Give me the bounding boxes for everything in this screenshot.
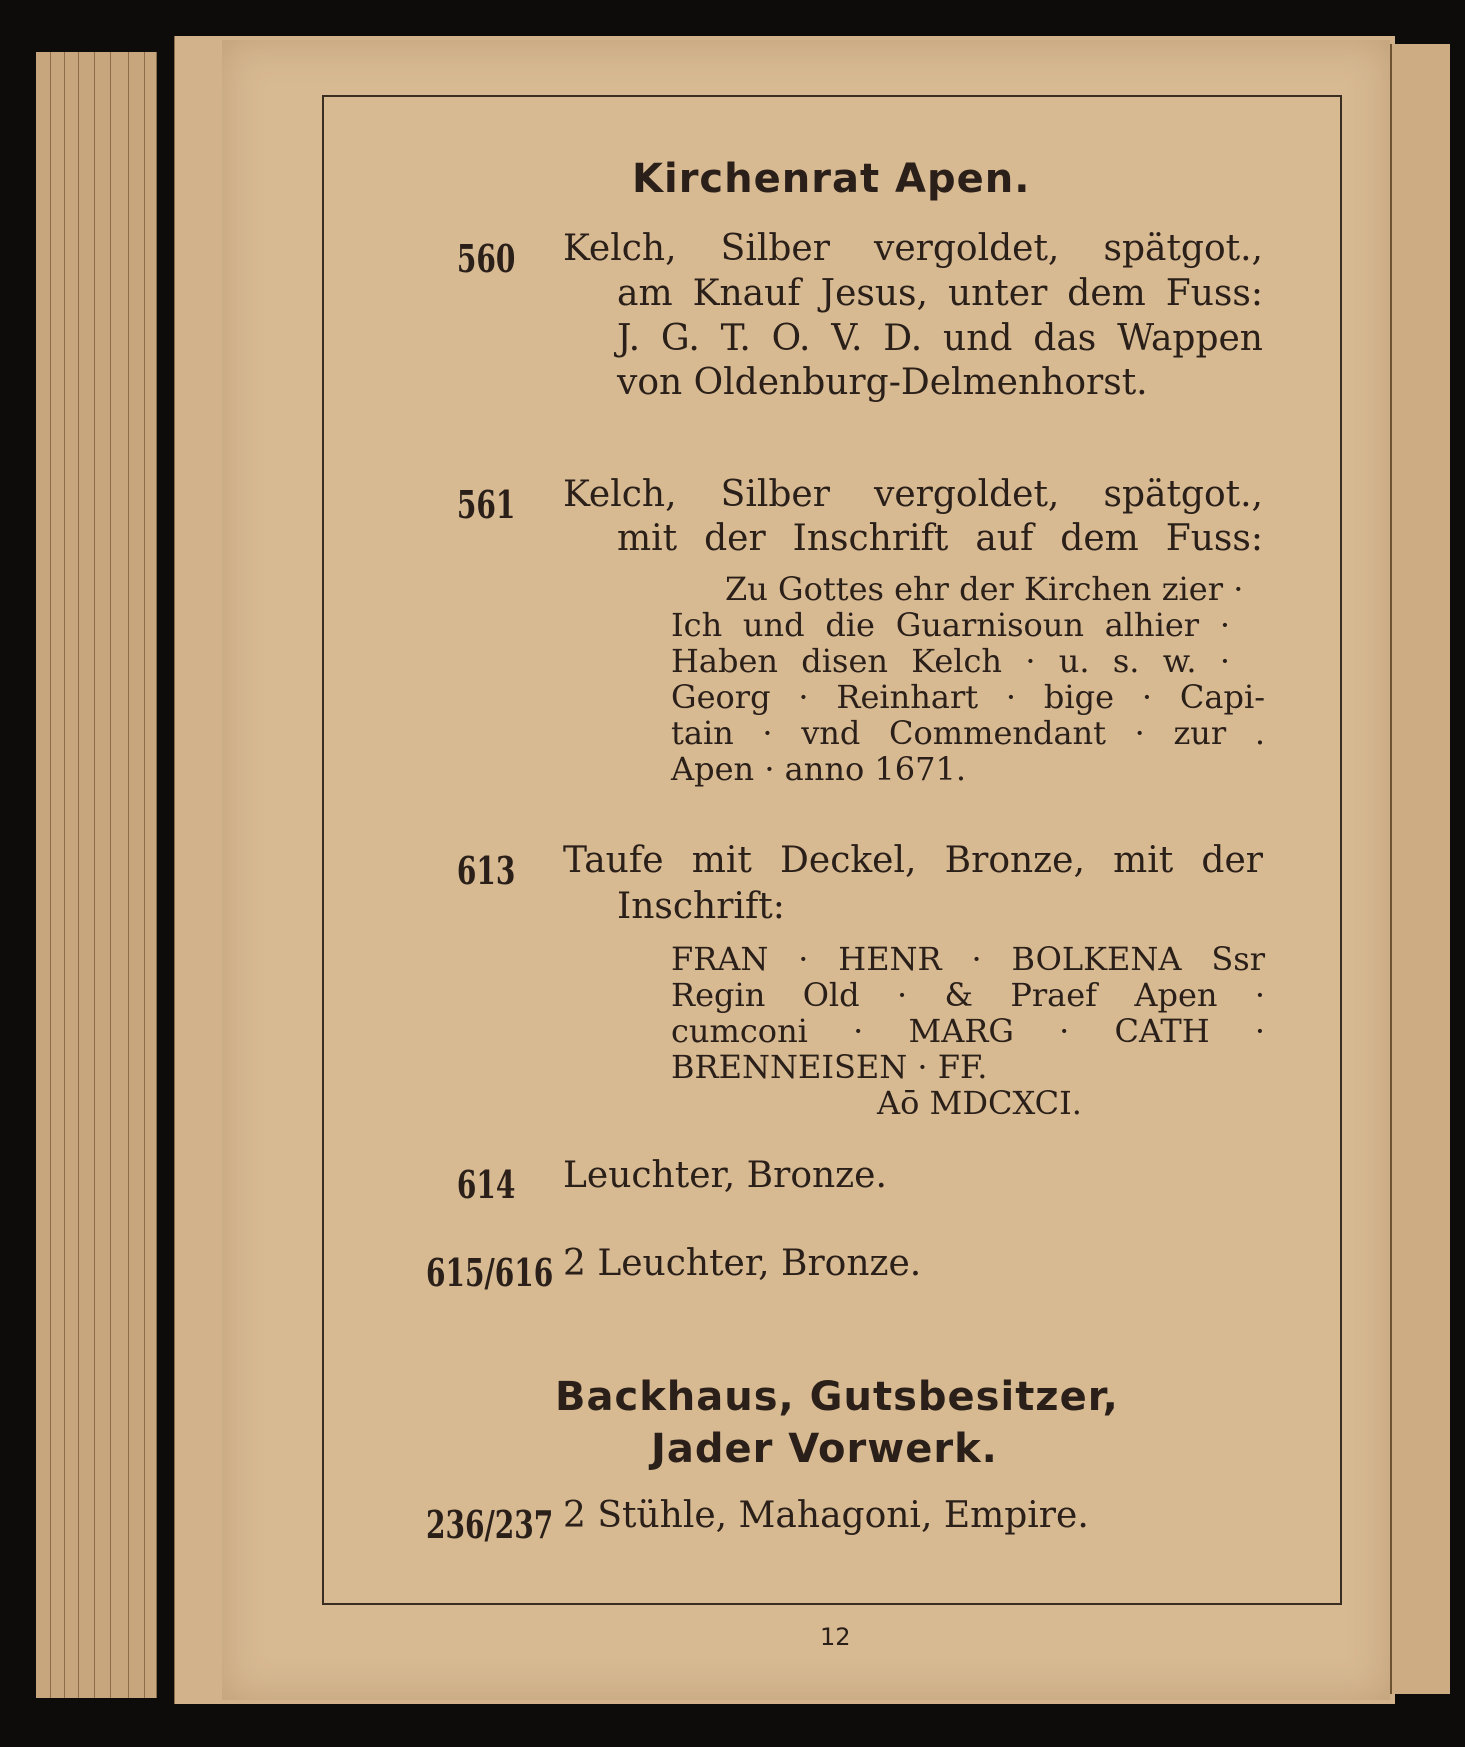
- entry-number: 236/237: [425, 1502, 553, 1547]
- entry-number: 614: [456, 1162, 515, 1207]
- entry-text-line: J. G. T. O. V. D. und das Wappen: [617, 318, 1263, 359]
- entry-text-line: mit der Inschrift auf dem Fuss:: [617, 518, 1263, 559]
- inscription-line: Zu Gottes ehr der Kirchen zier ·: [725, 570, 1244, 608]
- book-page-edges-left: [36, 52, 157, 1698]
- facing-page-edge: [1390, 44, 1450, 1694]
- entry-text-line: 2 Leuchter, Bronze.: [563, 1243, 922, 1284]
- entry-text-line: Inschrift:: [617, 886, 785, 927]
- entry-number: 560: [456, 236, 515, 281]
- entry-number: 613: [456, 848, 515, 893]
- inscription-line: Apen · anno 1671.: [671, 750, 966, 788]
- inscription-line: Regin Old · & Praef Apen ·: [671, 976, 1265, 1014]
- entry-number: 615/616: [425, 1250, 553, 1295]
- inscription-line: tain · vnd Commendant · zur .: [671, 714, 1265, 752]
- inscription-line: BRENNEISEN · FF.: [671, 1048, 988, 1086]
- entry-text-line: Taufe mit Deckel, Bronze, mit der: [563, 840, 1263, 881]
- inscription-line: FRAN · HENR · BOLKENA Ssr: [671, 940, 1265, 978]
- entry-number: 561: [456, 482, 515, 527]
- inscription-line: Aō MDCXCI.: [877, 1084, 1082, 1122]
- entry-text-line: am Knauf Jesus, unter dem Fuss:: [617, 273, 1263, 314]
- section-heading: Jader Vorwerk.: [651, 1426, 998, 1472]
- page-number: 12: [820, 1623, 851, 1651]
- inscription-line: cumconi · MARG · CATH ·: [671, 1012, 1265, 1050]
- entry-text-line: Leuchter, Bronze.: [563, 1155, 887, 1196]
- entry-text-line: 2 Stühle, Mahagoni, Empire.: [563, 1495, 1089, 1536]
- entry-text-line: Kelch, Silber vergoldet, spätgot.,: [563, 474, 1263, 515]
- entry-text-line: Kelch, Silber vergoldet, spätgot.,: [563, 228, 1263, 269]
- entry-text-line: von Oldenburg-Delmenhorst.: [617, 362, 1148, 403]
- inscription-line: Georg · Reinhart · bige · Capi-: [671, 678, 1265, 716]
- inscription-line: Haben disen Kelch · u. s. w. ·: [671, 642, 1230, 680]
- section-heading: Backhaus, Gutsbesitzer,: [555, 1374, 1119, 1420]
- section-heading: Kirchenrat Apen.: [632, 156, 1031, 202]
- inscription-line: Ich und die Guarnisoun alhier ·: [671, 606, 1230, 644]
